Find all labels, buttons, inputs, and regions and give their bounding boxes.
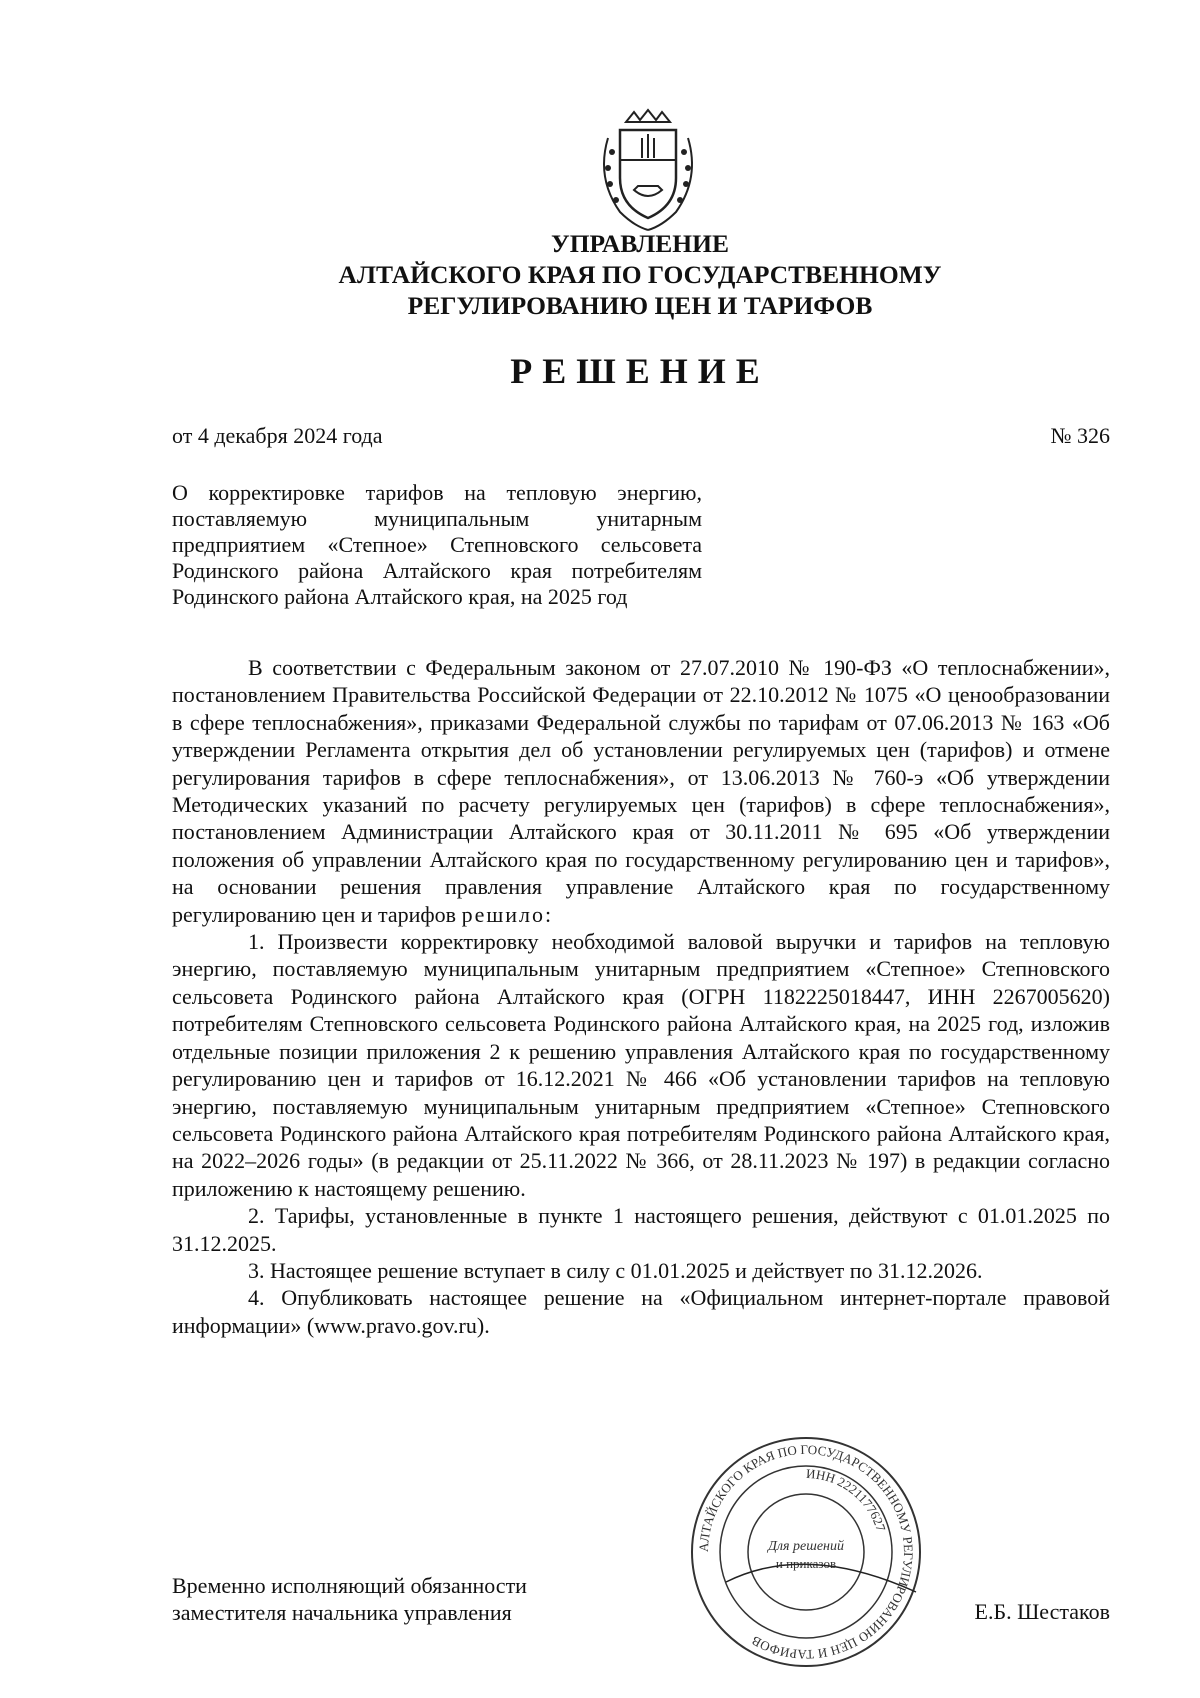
org-title-line: РЕГУЛИРОВАНИЮ ЦЕН И ТАРИФОВ <box>407 291 873 320</box>
signatory-role-line: заместителя начальника управления <box>172 1600 512 1625</box>
item-paragraph: 2. Тарифы, установленные в пункте 1 настоящего решения, действуют с 01.01.2025 по 31.12.2025. <box>172 1203 1110 1256</box>
stamp-center-line: и приказов <box>775 1556 837 1571</box>
document-subject: О корректировке тарифов на тепловую энергию, поставляемую муниципальным унитарным предприятием «Степное» Степновского сельсовета Родинского района Алтайского края потребителям Родинского района Алтайского края, на 2025 год <box>172 480 702 609</box>
item-paragraph: 4. Опубликовать настоящее решение на «Официальном интернет-портале правовой информации» (www.pravo.gov.ru). <box>172 1285 1110 1338</box>
org-title-line: УПРАВЛЕНИЕ <box>550 229 729 258</box>
document-body <box>172 654 1110 1339</box>
item-paragraph: 1. Произвести корректировку необходимой валовой выручки и тарифов на тепловую энергию, поставляемую муниципальным унитарным предприятием «Степное» Степновского сельсовета Родинского района Алтайского края (ОГРН 1182225018447, ИНН 2267005620) потребителям Степновского сельсовета Родинского района Алтайского края, на 2025 год, изложив отдельные позиции приложения 2 к решению управления Алтайского края по государственному регулированию цен и тарифов от 16.12.2021 № 466 «Об установлении тарифов на тепловую энергию, поставляемую муниципальным унитарным предприятием «Степное» Степновского сельсовета Родинского района Алтайского края потребителям Родинского района Алтайского края, на 2022–2026 годы» (в редакции от 25.11.2022 № 366, от 28.11.2023 № 197) в редакции согласно приложению к настоящему решению. <box>172 929 1110 1201</box>
preamble-text: В соответствии с Федеральным законом от 27.07.2010 № 190-ФЗ «О теплоснабжении», постановлением Правительства Российской Федерации от 22.10.2012 № 1075 «О ценообразовании в сфере теплоснабжения», приказами Федеральной службы по тарифам от 07.06.2013 № 163 «Об утверждении Регламента открытия дел об установлении регулируемых цен (тарифов) и отмене регулирования тарифов в сфере теплоснабжения», от 13.06.2013 № 760-э «Об утверждении Методических указаний по расчету регулируемых цен (тарифов) в сфере теплоснабжения», постановлением Администрации Алтайского края от 30.11.2011 № 695 «Об утверждении положения об управлении Алтайского края по государственному регулированию цен и тарифов», на основании решения правления управление Алтайского края по государственному регулированию цен и тарифов <box>172 655 1110 927</box>
signatory-role <box>172 1572 527 1626</box>
signatory-role-line: Временно исполняющий обязанности <box>172 1573 527 1598</box>
document-type: РЕШЕНИЕ <box>510 351 770 391</box>
stamp-outer-text: АЛТАЙСКОГО КРАЯ ПО ГОСУДАРСТВЕННОМУ РЕГУЛИРОВАНИЮ ЦЕН И ТАРИФОВ <box>695 1441 917 1663</box>
org-title-line: АЛТАЙСКОГО КРАЯ ПО ГОСУДАРСТВЕННОМУ <box>338 260 942 289</box>
organization-title <box>250 228 1030 321</box>
preamble-paragraph <box>172 654 1110 928</box>
coat-of-arms-icon <box>590 108 706 236</box>
decided-word: решило: <box>461 901 554 927</box>
signatory-name: Е.Б. Шестаков <box>974 1599 1110 1624</box>
item-paragraph: 3. Настоящее решение вступает в силу с 01.01.2025 и действует по 31.12.2026. <box>248 1257 983 1283</box>
official-stamp <box>686 1432 926 1672</box>
stamp-center-line: Для решений <box>768 1539 844 1554</box>
stamp-inn-text: ИНН 2221177627 <box>805 1465 889 1534</box>
document-date: от 4 декабря 2024 года <box>172 423 383 448</box>
document-number: № 326 <box>1050 423 1110 448</box>
